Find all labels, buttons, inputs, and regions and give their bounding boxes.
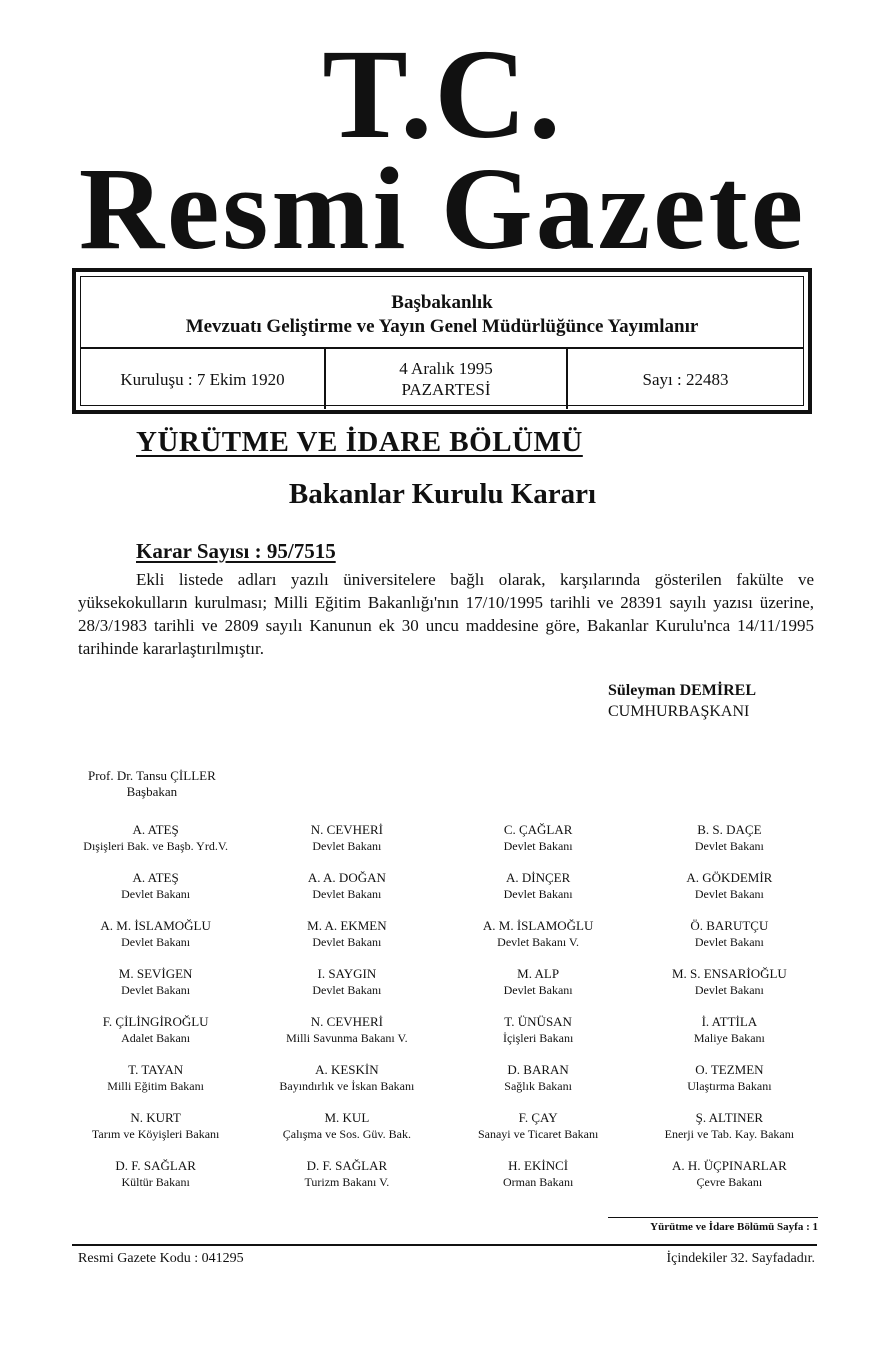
- minister-title: Devlet Bakanı: [312, 839, 382, 853]
- publisher-line-2: Mevzuatı Geliştirme ve Yayın Genel Müdürlüğünce Yayımlanır: [185, 316, 699, 337]
- minister-name: N. CEVHERİ: [310, 1014, 383, 1029]
- minister-title: Çalışma ve Sos. Güv. Bak.: [282, 1127, 411, 1141]
- minister-title: Devlet Bakanı: [312, 983, 382, 997]
- minister-title: Devlet Bakanı: [121, 983, 191, 997]
- footer-rule: [72, 1244, 817, 1246]
- minister-signature: [251, 1014, 442, 1046]
- minister-name: N. KURT: [130, 1110, 181, 1125]
- minister-title: Devlet Bakanı: [121, 887, 191, 901]
- issue-date: 4 Aralık 1995: [399, 359, 493, 378]
- minister-title: Tarım ve Köyişleri Bakanı: [91, 1127, 220, 1141]
- minister-signature: [251, 1158, 442, 1190]
- minister-name: A. DİNÇER: [505, 870, 571, 885]
- minister-name: B. S. DAÇE: [697, 822, 762, 837]
- minister-title: Devlet Bakanı: [121, 935, 191, 949]
- minister-signature: [443, 1014, 634, 1046]
- minister-signature: [60, 918, 251, 950]
- masthead-title: Resmi Gazete: [78, 143, 807, 274]
- section-title: YÜRÜTME VE İDARE BÖLÜMÜ: [136, 426, 583, 458]
- minister-title: İçişleri Bakanı: [502, 1031, 574, 1045]
- minister-signature: [60, 1110, 251, 1142]
- info-row: [81, 349, 803, 409]
- minister-name: F. ÇİLİNGİROĞLU: [102, 1014, 209, 1029]
- date-cell: [326, 349, 568, 409]
- minister-title: Devlet Bakanı: [694, 983, 764, 997]
- minister-signature: [251, 1110, 442, 1142]
- minister-signature: [60, 966, 251, 998]
- issue-weekday: PAZARTESİ: [401, 380, 491, 399]
- minister-title: Orman Bakanı: [502, 1175, 574, 1189]
- minister-signature: [634, 1062, 825, 1094]
- minister-signature: [443, 918, 634, 950]
- minister-name: C. ÇAĞLAR: [503, 822, 573, 837]
- page-note: Yürütme ve İdare Bölümü Sayfa : 1: [608, 1217, 818, 1233]
- minister-title: Devlet Bakanı: [694, 935, 764, 949]
- minister-name: Ö. BARUTÇU: [690, 918, 769, 933]
- minister-signature: [443, 870, 634, 902]
- minister-title: Enerji ve Tab. Kay. Bakanı: [664, 1127, 795, 1141]
- publisher-row: [81, 277, 803, 349]
- signer-block: [608, 680, 756, 722]
- minister-name: T. TAYAN: [128, 1062, 184, 1077]
- minister-signature: [251, 1062, 442, 1094]
- footer-contents: İçindekiler 32. Sayfadadır.: [666, 1251, 815, 1266]
- minister-signature: [443, 1110, 634, 1142]
- minister-signature: [634, 870, 825, 902]
- masthead-tc: T.C.: [322, 23, 563, 165]
- minister-title: Ulaştırma Bakanı: [687, 1079, 772, 1093]
- ministers-grid: [60, 822, 825, 1190]
- footer-code: Resmi Gazete Kodu : 041295: [78, 1251, 244, 1266]
- minister-name: O. TEZMEN: [695, 1062, 764, 1077]
- minister-signature: [251, 870, 442, 902]
- minister-title: Çevre Bakanı: [696, 1175, 763, 1189]
- founded-cell: [81, 349, 326, 409]
- minister-signature: [60, 870, 251, 902]
- minister-signature: [634, 822, 825, 854]
- minister-name: T. ÜNÜSAN: [504, 1014, 572, 1029]
- minister-name: İ. ATTİLA: [701, 1014, 758, 1029]
- minister-name: D. BARAN: [507, 1062, 569, 1077]
- minister-name: A. ATEŞ: [132, 822, 179, 837]
- minister-name: Ş. ALTINER: [695, 1110, 764, 1125]
- minister-name: A. H. ÜÇPINARLAR: [671, 1158, 787, 1173]
- minister-title: Devlet Bakanı: [503, 983, 573, 997]
- minister-name: N. CEVHERİ: [310, 822, 383, 837]
- minister-signature: [60, 1158, 251, 1190]
- minister-name: M. SEVİGEN: [118, 966, 193, 981]
- minister-signature: [634, 966, 825, 998]
- minister-title: Dışişleri Bak. ve Başb. Yrd.V.: [83, 839, 228, 853]
- minister-name: A. M. İSLAMOĞLU: [482, 918, 594, 933]
- minister-name: F. ÇAY: [518, 1110, 558, 1125]
- minister-title: Devlet Bakanı: [503, 887, 573, 901]
- minister-title: Devlet Bakanı: [694, 887, 764, 901]
- minister-signature: [634, 1014, 825, 1046]
- signer-name: Süleyman DEMİREL: [608, 682, 757, 699]
- minister-name: A. GÖKDEMİR: [686, 870, 773, 885]
- minister-title: Maliye Bakanı: [693, 1031, 765, 1045]
- minister-name: M. ALP: [517, 966, 560, 981]
- header-inner-frame: [80, 276, 804, 406]
- header-box: [72, 268, 812, 414]
- decision-body: Ekli listede adları yazılı üniversitelere bağlı olarak, karşılarında gösterilen fakülte ve yüksekokulların kurulması; Milli Eğitim Bakanlığı'nın 17/10/1995 tarihli ve 28391 sayılı yazısı üzerine, 28/3/1983 tarihli ve 2809 sayılı Kanunun ek 30 uncu maddesine göre, Bakanlar Kurulu'nca 14/11/1995 tarihinde kararlaştırılmıştır.: [78, 570, 814, 658]
- issue-cell: [568, 349, 803, 409]
- signer-title: CUMHURBAŞKANI: [608, 703, 750, 720]
- decision-title: Bakanlar Kurulu Kararı: [288, 478, 597, 510]
- minister-name: I. SAYGIN: [317, 966, 377, 981]
- minister-signature: [251, 966, 442, 998]
- minister-title: Milli Eğitim Bakanı: [107, 1079, 204, 1093]
- minister-signature: [443, 1062, 634, 1094]
- minister-title: Devlet Bakanı: [694, 839, 764, 853]
- prime-minister-title: Başbakan: [126, 784, 178, 799]
- minister-signature: [251, 822, 442, 854]
- minister-title: Devlet Bakanı: [503, 839, 573, 853]
- minister-title: Bayındırlık ve İskan Bakanı: [279, 1079, 415, 1093]
- minister-name: D. F. SAĞLAR: [115, 1158, 196, 1173]
- minister-signature: [60, 1062, 251, 1094]
- minister-title: Turizm Bakanı V.: [304, 1175, 390, 1189]
- minister-name: A. A. DOĞAN: [307, 870, 386, 885]
- decision-number: Karar Sayısı : 95/7515: [136, 539, 336, 563]
- minister-name: M. A. EKMEN: [307, 918, 387, 933]
- minister-signature: [443, 966, 634, 998]
- prime-minister-name: Prof. Dr. Tansu ÇİLLER: [88, 768, 216, 783]
- minister-signature: [634, 1110, 825, 1142]
- minister-signature: [443, 1158, 634, 1190]
- minister-signature: [60, 1014, 251, 1046]
- minister-signature: [634, 1158, 825, 1190]
- minister-name: A. KESKİN: [315, 1062, 379, 1077]
- minister-title: Sanayi ve Ticaret Bakanı: [477, 1127, 599, 1141]
- minister-title: Devlet Bakanı: [312, 887, 382, 901]
- minister-name: H. EKİNCİ: [508, 1158, 569, 1173]
- minister-name: A. ATEŞ: [132, 870, 179, 885]
- minister-name: M. KUL: [324, 1110, 370, 1125]
- minister-title: Devlet Bakanı: [312, 935, 382, 949]
- minister-title: Sağlık Bakanı: [504, 1079, 572, 1093]
- minister-title: Devlet Bakanı V.: [497, 935, 580, 949]
- publisher-line-1: Başbakanlık: [391, 292, 493, 313]
- minister-name: A. M. İSLAMOĞLU: [100, 918, 211, 933]
- minister-signature: [251, 918, 442, 950]
- minister-name: D. F. SAĞLAR: [306, 1158, 388, 1173]
- minister-signature: [634, 918, 825, 950]
- issue-number: Sayı : 22483: [642, 369, 729, 389]
- minister-signature: [60, 822, 251, 854]
- founded-date: Kuruluşu : 7 Ekim 1920: [120, 369, 285, 389]
- prime-minister-block: [88, 768, 216, 800]
- minister-title: Milli Savunma Bakanı V.: [286, 1031, 408, 1045]
- minister-title: Kültür Bakanı: [121, 1175, 190, 1189]
- minister-name: M. S. ENSARİOĞLU: [671, 966, 787, 981]
- minister-signature: [443, 822, 634, 854]
- minister-title: Adalet Bakanı: [121, 1031, 191, 1045]
